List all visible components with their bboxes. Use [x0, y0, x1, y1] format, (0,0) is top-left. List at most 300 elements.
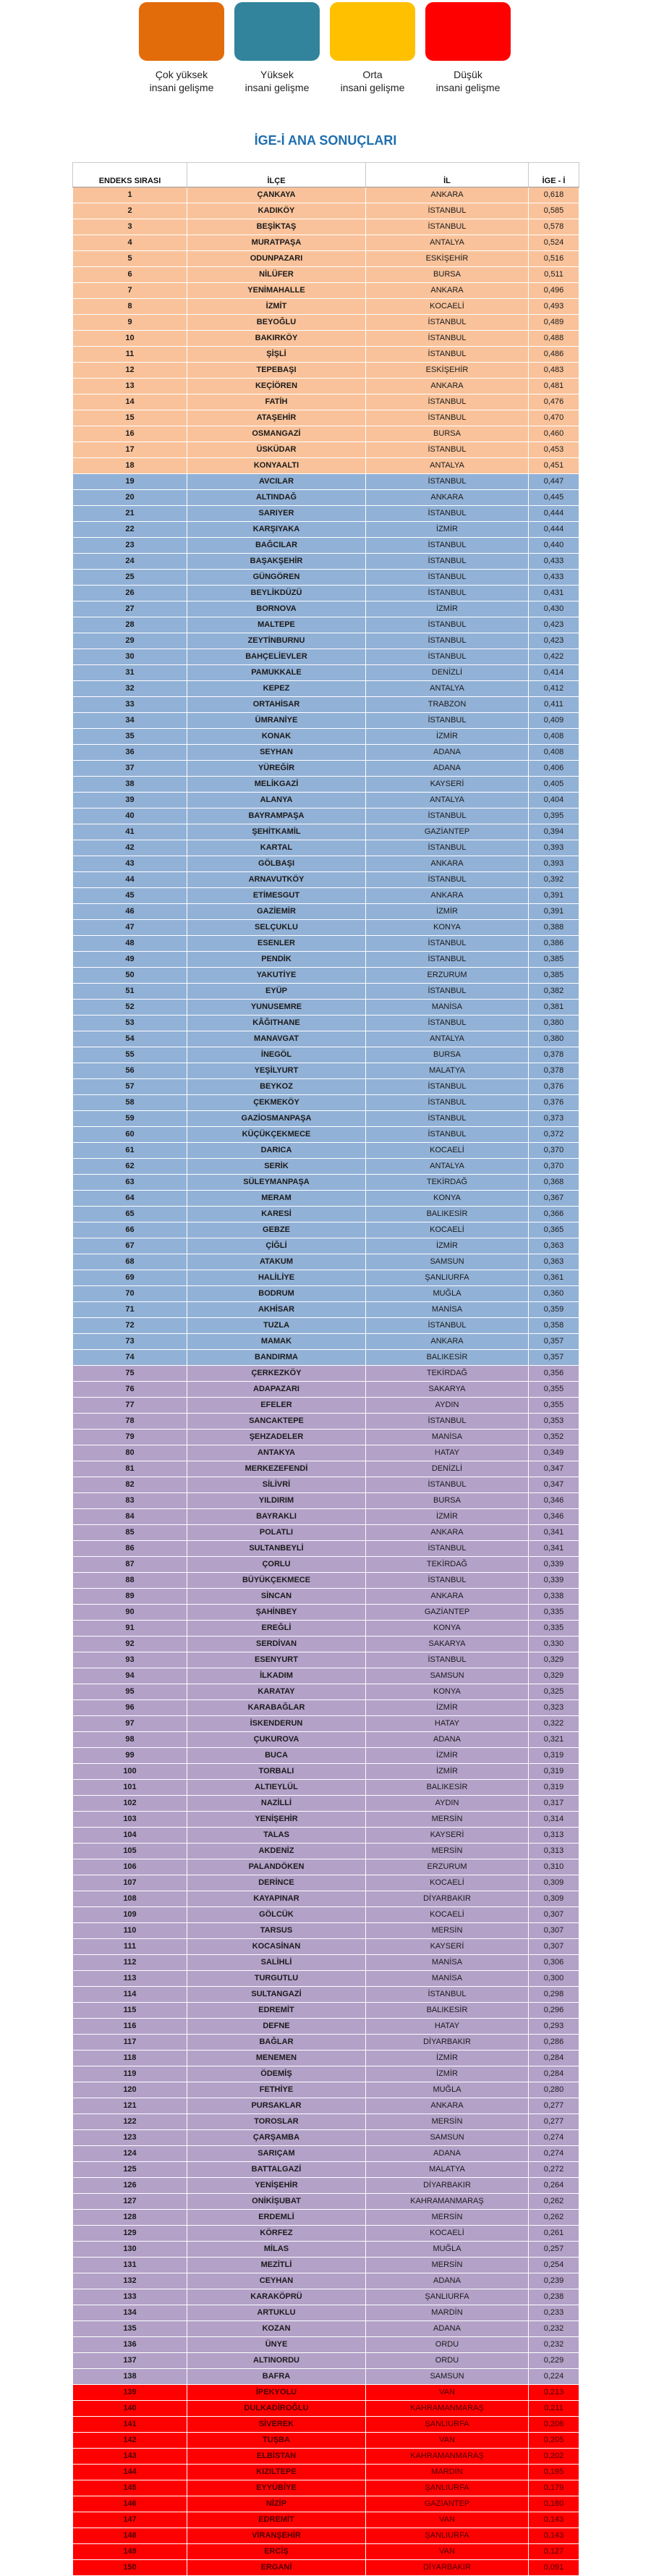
table-row: [73, 2496, 579, 2512]
table-row: [73, 1859, 579, 1875]
rank-cell: 48: [73, 936, 187, 952]
il-cell: ERZURUM: [366, 968, 529, 984]
ilce-cell: BAYRAKLI: [187, 1509, 366, 1525]
rank-cell: 92: [73, 1637, 187, 1652]
header-rank: ENDEKS SIRASI: [73, 163, 187, 187]
value-cell: 0,370: [529, 1159, 579, 1175]
value-cell: 0,440: [529, 538, 579, 554]
value-cell: 0,372: [529, 1127, 579, 1143]
rank-cell: 53: [73, 1015, 187, 1031]
ilce-cell: ŞEHZADELER: [187, 1430, 366, 1445]
ilce-cell: ÜMRANİYE: [187, 713, 366, 729]
rank-cell: 101: [73, 1780, 187, 1796]
rank-cell: 73: [73, 1334, 187, 1350]
il-cell: KAHRAMANMARAŞ: [366, 2401, 529, 2417]
ilce-cell: SİLİVRİ: [187, 1477, 366, 1493]
rank-cell: 90: [73, 1605, 187, 1621]
ilce-cell: ARNAVUTKÖY: [187, 872, 366, 888]
value-cell: 0,358: [529, 1318, 579, 1334]
rank-cell: 107: [73, 1875, 187, 1891]
il-cell: ANKARA: [366, 1589, 529, 1605]
legend-swatch: [425, 2, 511, 61]
table-row: [73, 2130, 579, 2146]
table-row: [73, 1366, 579, 1382]
table-row: [73, 1875, 579, 1891]
ilce-cell: TUŞBA: [187, 2433, 366, 2449]
value-cell: 0,224: [529, 2369, 579, 2385]
ilce-cell: EFELER: [187, 1398, 366, 1414]
table-row: [73, 235, 579, 251]
rank-cell: 150: [73, 2560, 187, 2576]
il-cell: İSTANBUL: [366, 840, 529, 856]
il-cell: MUĞLA: [366, 1286, 529, 1302]
rank-cell: 18: [73, 458, 187, 474]
value-cell: 0,511: [529, 267, 579, 283]
rank-cell: 72: [73, 1318, 187, 1334]
ilce-cell: KEPEZ: [187, 681, 366, 697]
il-cell: KOCAELİ: [366, 1143, 529, 1159]
ilce-cell: FATİH: [187, 394, 366, 410]
ilce-cell: ELBİSTAN: [187, 2449, 366, 2465]
value-cell: 0,578: [529, 219, 579, 235]
rank-cell: 63: [73, 1175, 187, 1191]
value-cell: 0,143: [529, 2528, 579, 2544]
value-cell: 0,444: [529, 522, 579, 538]
table-row: [73, 570, 579, 586]
value-cell: 0,347: [529, 1461, 579, 1477]
rank-cell: 47: [73, 920, 187, 936]
table-row: [73, 1015, 579, 1031]
table-row: [73, 426, 579, 442]
il-cell: İSTANBUL: [366, 1111, 529, 1127]
ilce-cell: VİRANŞEHİR: [187, 2528, 366, 2544]
value-cell: 0,347: [529, 1477, 579, 1493]
value-cell: 0,585: [529, 203, 579, 219]
ilce-cell: MANAVGAT: [187, 1031, 366, 1047]
table-row: [73, 1557, 579, 1573]
rank-cell: 32: [73, 681, 187, 697]
value-cell: 0,229: [529, 2353, 579, 2369]
rank-cell: 49: [73, 952, 187, 968]
ilce-cell: SEYHAN: [187, 745, 366, 761]
value-cell: 0,233: [529, 2305, 579, 2321]
table-row: [73, 410, 579, 426]
value-cell: 0,431: [529, 586, 579, 601]
ilce-cell: ATAKUM: [187, 1254, 366, 1270]
rank-cell: 20: [73, 490, 187, 506]
table-row: [73, 2401, 579, 2417]
rank-cell: 38: [73, 777, 187, 793]
ilce-cell: BANDIRMA: [187, 1350, 366, 1366]
value-cell: 0,361: [529, 1270, 579, 1286]
ilce-cell: KÂĞITHANE: [187, 1015, 366, 1031]
il-cell: SAKARYA: [366, 1382, 529, 1398]
page-title: İGE-İ ANA SONUÇLARI: [254, 133, 397, 148]
rank-cell: 78: [73, 1414, 187, 1430]
value-cell: 0,412: [529, 681, 579, 697]
table-row: [73, 2480, 579, 2496]
table-row: [73, 1668, 579, 1684]
value-cell: 0,404: [529, 793, 579, 808]
value-cell: 0,307: [529, 1939, 579, 1955]
il-cell: ADANA: [366, 2273, 529, 2289]
il-cell: İSTANBUL: [366, 872, 529, 888]
il-cell: MANİSA: [366, 1971, 529, 1987]
rank-cell: 34: [73, 713, 187, 729]
ilce-cell: ANTAKYA: [187, 1445, 366, 1461]
ilce-cell: YENİMAHALLE: [187, 283, 366, 299]
il-cell: MERSİN: [366, 1844, 529, 1859]
value-cell: 0,127: [529, 2544, 579, 2560]
rank-cell: 37: [73, 761, 187, 777]
value-cell: 0,313: [529, 1828, 579, 1844]
il-cell: İSTANBUL: [366, 1477, 529, 1493]
il-cell: İSTANBUL: [366, 952, 529, 968]
rank-cell: 75: [73, 1366, 187, 1382]
value-cell: 0,346: [529, 1509, 579, 1525]
ilce-cell: TUZLA: [187, 1318, 366, 1334]
value-cell: 0,363: [529, 1238, 579, 1254]
il-cell: SAMSUN: [366, 1254, 529, 1270]
value-cell: 0,296: [529, 2003, 579, 2019]
il-cell: KOCAELİ: [366, 1222, 529, 1238]
table-row: [73, 538, 579, 554]
il-cell: ŞANLIURFA: [366, 2289, 529, 2305]
ilce-cell: SALİHLİ: [187, 1955, 366, 1971]
value-cell: 0,277: [529, 2114, 579, 2130]
ilce-cell: BORNOVA: [187, 601, 366, 617]
table-row: [73, 1254, 579, 1270]
il-cell: VAN: [366, 2385, 529, 2401]
value-cell: 0,378: [529, 1047, 579, 1063]
il-cell: KOCAELİ: [366, 1875, 529, 1891]
table-row: [73, 2242, 579, 2258]
ilce-cell: ÜSKÜDAR: [187, 442, 366, 458]
ilce-cell: ADAPAZARI: [187, 1382, 366, 1398]
il-cell: ESKİŞEHİR: [366, 251, 529, 267]
value-cell: 0,232: [529, 2321, 579, 2337]
il-cell: GAZİANTEP: [366, 1605, 529, 1621]
table-row: [73, 697, 579, 713]
ilce-cell: BAĞCILAR: [187, 538, 366, 554]
ilce-cell: PURSAKLAR: [187, 2098, 366, 2114]
table-row: [73, 1477, 579, 1493]
il-cell: İSTANBUL: [366, 538, 529, 554]
value-cell: 0,392: [529, 872, 579, 888]
il-cell: SAMSUN: [366, 2130, 529, 2146]
il-cell: ŞANLIURFA: [366, 2480, 529, 2496]
value-cell: 0,385: [529, 968, 579, 984]
value-cell: 0,460: [529, 426, 579, 442]
rank-cell: 89: [73, 1589, 187, 1605]
il-cell: İSTANBUL: [366, 617, 529, 633]
table-row: [73, 203, 579, 219]
value-cell: 0,341: [529, 1525, 579, 1541]
table-row: [73, 904, 579, 920]
table-row: [73, 1764, 579, 1780]
ilce-cell: KARATAY: [187, 1684, 366, 1700]
ilce-cell: CEYHAN: [187, 2273, 366, 2289]
table-row: [73, 777, 579, 793]
ilce-cell: İSKENDERUN: [187, 1716, 366, 1732]
rank-cell: 141: [73, 2417, 187, 2433]
value-cell: 0,355: [529, 1382, 579, 1398]
value-cell: 0,307: [529, 1923, 579, 1939]
table-row: [73, 1939, 579, 1955]
table-row: [73, 506, 579, 522]
ilce-cell: YÜREĞİR: [187, 761, 366, 777]
table-row: [73, 1796, 579, 1812]
il-cell: VAN: [366, 2512, 529, 2528]
rank-cell: 98: [73, 1732, 187, 1748]
ilce-cell: ESENLER: [187, 936, 366, 952]
il-cell: MARDİN: [366, 2465, 529, 2480]
rank-cell: 44: [73, 872, 187, 888]
rank-cell: 88: [73, 1573, 187, 1589]
ilce-cell: BEŞİKTAŞ: [187, 219, 366, 235]
il-cell: İSTANBUL: [366, 1095, 529, 1111]
ilce-cell: EREĞLİ: [187, 1621, 366, 1637]
rank-cell: 54: [73, 1031, 187, 1047]
rank-cell: 87: [73, 1557, 187, 1573]
value-cell: 0,373: [529, 1111, 579, 1127]
table-row: [73, 2337, 579, 2353]
table-row: [73, 761, 579, 777]
ilce-cell: ÇARŞAMBA: [187, 2130, 366, 2146]
rank-cell: 94: [73, 1668, 187, 1684]
value-cell: 0,211: [529, 2401, 579, 2417]
value-cell: 0,307: [529, 1907, 579, 1923]
table-row: [73, 1334, 579, 1350]
value-cell: 0,264: [529, 2178, 579, 2194]
rank-cell: 91: [73, 1621, 187, 1637]
il-cell: MERSİN: [366, 1812, 529, 1828]
il-cell: VAN: [366, 2433, 529, 2449]
value-cell: 0,321: [529, 1732, 579, 1748]
il-cell: MUĞLA: [366, 2242, 529, 2258]
header-ilce: İLÇE: [187, 163, 366, 187]
rank-cell: 59: [73, 1111, 187, 1127]
il-cell: KONYA: [366, 1191, 529, 1207]
table-row: [73, 984, 579, 1000]
ilce-cell: BODRUM: [187, 1286, 366, 1302]
table-row: [73, 2369, 579, 2385]
value-cell: 0,444: [529, 506, 579, 522]
il-cell: GAZİANTEP: [366, 2496, 529, 2512]
il-cell: BURSA: [366, 267, 529, 283]
ilce-cell: PENDİK: [187, 952, 366, 968]
il-cell: İSTANBUL: [366, 474, 529, 490]
rank-cell: 23: [73, 538, 187, 554]
value-cell: 0,376: [529, 1095, 579, 1111]
ilce-cell: AVCILAR: [187, 474, 366, 490]
il-cell: MANİSA: [366, 1430, 529, 1445]
table-row: [73, 331, 579, 347]
legend-item: [136, 2, 227, 94]
table-row: [73, 856, 579, 872]
table-row: [73, 840, 579, 856]
il-cell: İZMİR: [366, 1238, 529, 1254]
ilce-cell: KONAK: [187, 729, 366, 745]
table-row: [73, 267, 579, 283]
ilce-cell: ÇERKEZKÖY: [187, 1366, 366, 1382]
header-il: İL: [366, 163, 529, 187]
il-cell: ADANA: [366, 2146, 529, 2162]
value-cell: 0,394: [529, 824, 579, 840]
value-cell: 0,453: [529, 442, 579, 458]
value-cell: 0,325: [529, 1684, 579, 1700]
il-cell: KAHRAMANMARAŞ: [366, 2194, 529, 2210]
ilce-cell: PALANDÖKEN: [187, 1859, 366, 1875]
il-cell: MERSİN: [366, 2210, 529, 2226]
ilce-cell: ERCİŞ: [187, 2544, 366, 2560]
rank-cell: 135: [73, 2321, 187, 2337]
table-row: [73, 1398, 579, 1414]
table-row: [73, 315, 579, 331]
ilce-cell: TURGUTLU: [187, 1971, 366, 1987]
table-row: [73, 2449, 579, 2465]
value-cell: 0,309: [529, 1891, 579, 1907]
legend: [136, 2, 518, 94]
table-row: [73, 2162, 579, 2178]
ilce-cell: GAZİEMİR: [187, 904, 366, 920]
ilce-cell: MAMAK: [187, 1334, 366, 1350]
legend-label: Orta insani gelişme: [340, 69, 405, 93]
value-cell: 0,370: [529, 1143, 579, 1159]
ilce-cell: OSMANGAZİ: [187, 426, 366, 442]
rank-cell: 100: [73, 1764, 187, 1780]
rank-cell: 111: [73, 1939, 187, 1955]
ilce-cell: SANCAKTEPE: [187, 1414, 366, 1430]
table-row: [73, 952, 579, 968]
rank-cell: 149: [73, 2544, 187, 2560]
ilce-cell: EYYÜBİYE: [187, 2480, 366, 2496]
ilce-cell: MALTEPE: [187, 617, 366, 633]
rank-cell: 11: [73, 347, 187, 363]
table-row: [73, 1732, 579, 1748]
ilce-cell: İPEKYOLU: [187, 2385, 366, 2401]
table-row: [73, 1987, 579, 2003]
ilce-cell: KEÇİÖREN: [187, 379, 366, 394]
table-row: [73, 2019, 579, 2035]
rank-cell: 5: [73, 251, 187, 267]
il-cell: ADANA: [366, 1732, 529, 1748]
il-cell: ANKARA: [366, 888, 529, 904]
ilce-cell: YENİŞEHİR: [187, 1812, 366, 1828]
rank-cell: 130: [73, 2242, 187, 2258]
rank-cell: 143: [73, 2449, 187, 2465]
ilce-cell: YEŞİLYURT: [187, 1063, 366, 1079]
ilce-cell: BUCA: [187, 1748, 366, 1764]
table-row: [73, 1063, 579, 1079]
rank-cell: 112: [73, 1955, 187, 1971]
value-cell: 0,143: [529, 2512, 579, 2528]
table-row: [73, 2528, 579, 2544]
table-row: [73, 1079, 579, 1095]
value-cell: 0,367: [529, 1191, 579, 1207]
rank-cell: 26: [73, 586, 187, 601]
table-row: [73, 490, 579, 506]
ilce-cell: AKHİSAR: [187, 1302, 366, 1318]
ilce-cell: ÇİĞLİ: [187, 1238, 366, 1254]
value-cell: 0,385: [529, 952, 579, 968]
rank-cell: 120: [73, 2082, 187, 2098]
table-row: [73, 1541, 579, 1557]
value-cell: 0,239: [529, 2273, 579, 2289]
rank-cell: 64: [73, 1191, 187, 1207]
table-row: [73, 251, 579, 267]
table-row: [73, 1812, 579, 1828]
table-row: [73, 2114, 579, 2130]
il-cell: KONYA: [366, 920, 529, 936]
value-cell: 0,357: [529, 1350, 579, 1366]
table-row: [73, 729, 579, 745]
ilce-cell: SELÇUKLU: [187, 920, 366, 936]
rank-cell: 79: [73, 1430, 187, 1445]
il-cell: KOCAELİ: [366, 299, 529, 315]
ilce-cell: YAKUTİYE: [187, 968, 366, 984]
table-row: [73, 1971, 579, 1987]
il-cell: HATAY: [366, 1716, 529, 1732]
ilce-cell: NAZİLLİ: [187, 1796, 366, 1812]
value-cell: 0,516: [529, 251, 579, 267]
table-row: [73, 920, 579, 936]
il-cell: BALIKESİR: [366, 1780, 529, 1796]
ilce-cell: İLKADIM: [187, 1668, 366, 1684]
value-cell: 0,488: [529, 331, 579, 347]
legend-swatch: [330, 2, 415, 61]
value-cell: 0,353: [529, 1414, 579, 1430]
value-cell: 0,618: [529, 187, 579, 203]
value-cell: 0,329: [529, 1652, 579, 1668]
rank-cell: 36: [73, 745, 187, 761]
ilce-cell: KARESİ: [187, 1207, 366, 1222]
value-cell: 0,335: [529, 1605, 579, 1621]
il-cell: ANKARA: [366, 490, 529, 506]
il-cell: MANİSA: [366, 1000, 529, 1015]
table-row: [73, 2544, 579, 2560]
rank-cell: 71: [73, 1302, 187, 1318]
il-cell: MUĞLA: [366, 2082, 529, 2098]
rank-cell: 137: [73, 2353, 187, 2369]
legend-swatch: [234, 2, 320, 61]
il-cell: BURSA: [366, 1047, 529, 1063]
ilce-cell: ŞEHİTKAMİL: [187, 824, 366, 840]
il-cell: ANKARA: [366, 1334, 529, 1350]
ilce-cell: SİNCAN: [187, 1589, 366, 1605]
ilce-cell: SİVEREK: [187, 2417, 366, 2433]
rank-cell: 109: [73, 1907, 187, 1923]
ilce-cell: ÜNYE: [187, 2337, 366, 2353]
value-cell: 0,408: [529, 745, 579, 761]
table-row: [73, 363, 579, 379]
rank-cell: 40: [73, 808, 187, 824]
ilce-cell: YENİŞEHİR: [187, 2178, 366, 2194]
table-row: [73, 394, 579, 410]
table-row: [73, 2003, 579, 2019]
value-cell: 0,433: [529, 570, 579, 586]
ilce-cell: SARIYER: [187, 506, 366, 522]
ilce-cell: BAFRA: [187, 2369, 366, 2385]
value-cell: 0,433: [529, 554, 579, 570]
ilce-cell: YUNUSEMRE: [187, 1000, 366, 1015]
legend-label: Çok yüksek insani gelişme: [149, 69, 214, 93]
ilce-cell: MENEMEN: [187, 2051, 366, 2066]
value-cell: 0,356: [529, 1366, 579, 1382]
rank-cell: 19: [73, 474, 187, 490]
rank-cell: 132: [73, 2273, 187, 2289]
il-cell: ANKARA: [366, 1525, 529, 1541]
